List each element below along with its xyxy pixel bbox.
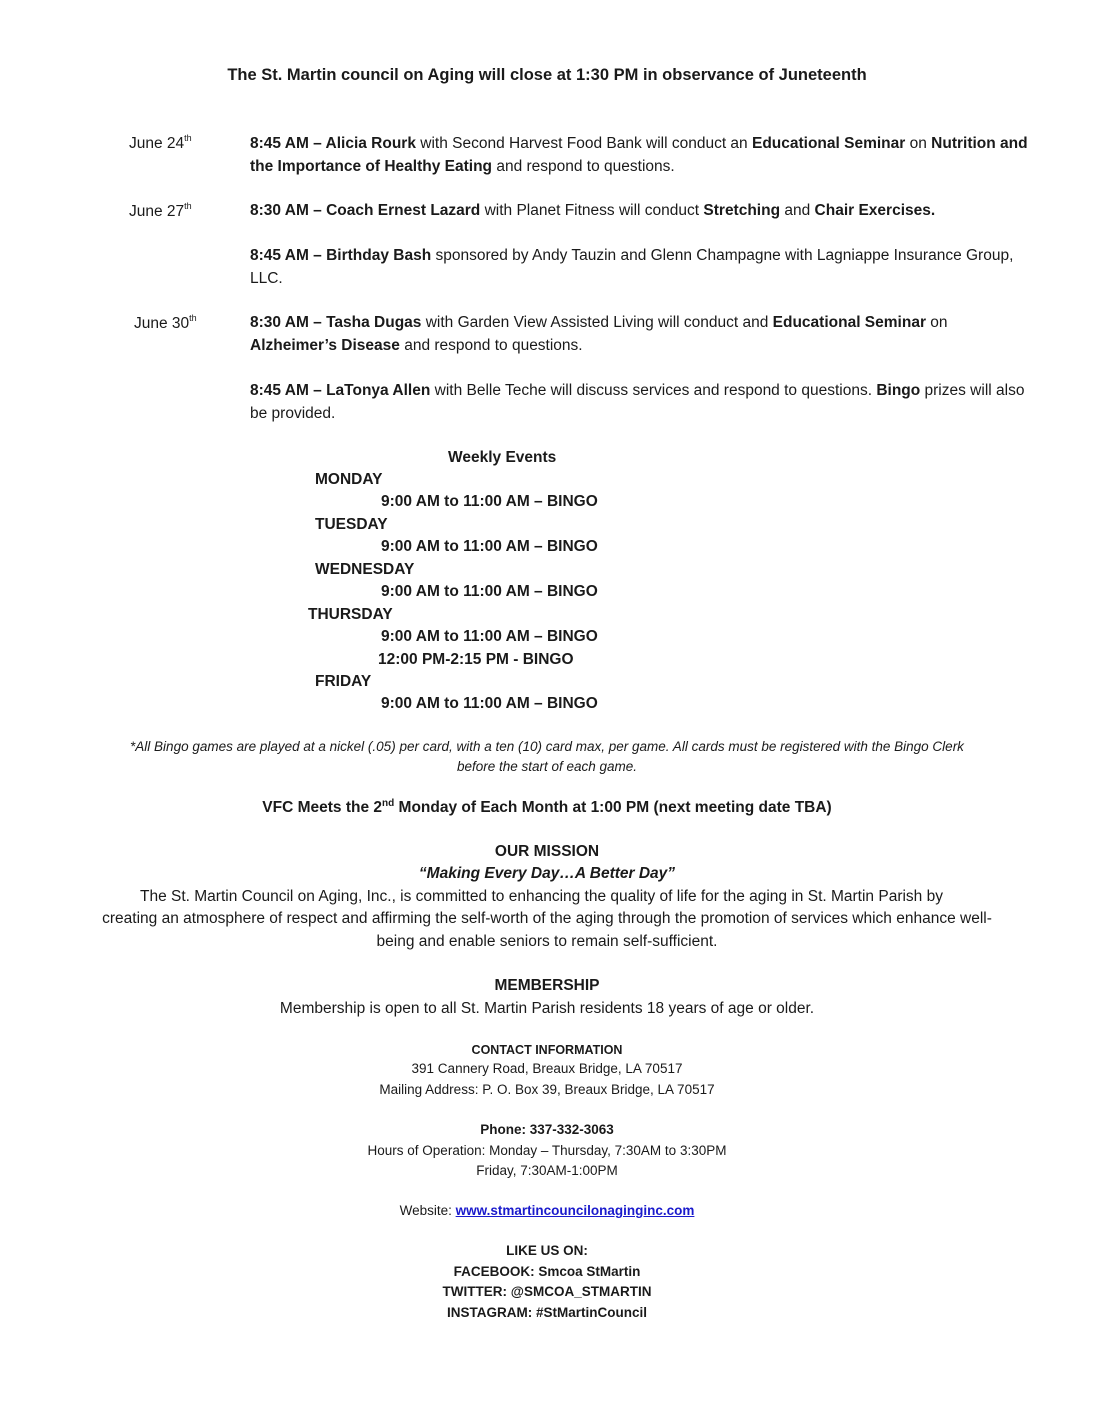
event-birthday-bash: 8:45 AM – Birthday Bash sponsored by Andy Tauzin and Glenn Champagne with Lagniappe Insurance Group, LLC. [250,247,1014,287]
bingo-note-line1: *All Bingo games are played at a nickel (.05) per card, with a ten (10) card max, per game. All cards must be registered with the Bingo Clerk [130,739,964,754]
date-june-27: June 27th [129,201,192,221]
social-title: LIKE US ON: [506,1243,588,1258]
website-line: Website: www.stmartincouncilonaginginc.com [399,1203,695,1218]
mission-text-line2: creating an atmosphere of respect and affirming the self-worth of the aging through the promotion of services which enhance well- [102,910,992,927]
event-latonya-allen: 8:45 AM – LaTonya Allen with Belle Teche will discuss services and respond to questions. Bingo prizes will also be provided. [250,382,1025,422]
hours-friday: Friday, 7:30AM-1:00PM [476,1163,618,1178]
weekday-monday: MONDAY [315,471,383,488]
weekday-wednesday: WEDNESDAY [315,561,415,578]
membership-title: MEMBERSHIP [494,977,600,994]
mission-text-line1: The St. Martin Council on Aging, Inc., is committed to enhancing the quality of life for the aging in St. Martin Parish by [140,888,943,905]
date-june-30: June 30th [134,313,197,333]
friday-bingo: 9:00 AM to 11:00 AM – BINGO [381,695,598,712]
thursday-bingo-morning: 9:00 AM to 11:00 AM – BINGO [381,628,598,645]
contact-address: 391 Cannery Road, Breaux Bridge, LA 70517 [411,1061,683,1076]
closure-notice: The St. Martin council on Aging will close at 1:30 PM in observance of Juneteenth [227,66,867,84]
event-alicia-rourk: 8:45 AM – Alicia Rourk with Second Harvest Food Bank will conduct an Educational Seminar on Nutrition and the Importance of Healthy Eating and respond to questions. [250,135,1028,175]
vfc-meeting: VFC Meets the 2nd Monday of Each Month at 1:00 PM (next meeting date TBA) [262,798,832,817]
weekday-friday: FRIDAY [315,673,372,690]
bingo-note-line2: before the start of each game. [456,759,638,774]
contact-phone: Phone: 337-332-3063 [480,1122,614,1137]
social-twitter: TWITTER: @SMCOA_STMARTIN [442,1284,652,1299]
wednesday-bingo: 9:00 AM to 11:00 AM – BINGO [381,583,598,600]
weekday-thursday: THURSDAY [308,606,393,623]
weekly-events-title: Weekly Events [448,449,557,466]
contact-mailing-address: Mailing Address: P. O. Box 39, Breaux Bridge, LA 70517 [379,1082,715,1097]
mission-slogan: “Making Every Day…A Better Day” [418,865,676,882]
website-link[interactable]: www.stmartincouncilonaginginc.com [455,1203,695,1218]
date-june-24: June 24th [129,133,192,153]
hours-weekday: Hours of Operation: Monday – Thursday, 7:30AM to 3:30PM [367,1143,727,1158]
weekday-tuesday: TUESDAY [315,516,388,533]
social-instagram: INSTAGRAM: #StMartinCouncil [447,1305,647,1320]
tuesday-bingo: 9:00 AM to 11:00 AM – BINGO [381,538,598,555]
event-coach-ernest-lazard: 8:30 AM – Coach Ernest Lazard with Planet Fitness will conduct Stretching and Chair Exercises. [250,202,936,219]
thursday-bingo-afternoon: 12:00 PM-2:15 PM - BINGO [378,651,574,668]
membership-text: Membership is open to all St. Martin Parish residents 18 years of age or older. [279,1000,815,1017]
event-tasha-dugas: 8:30 AM – Tasha Dugas with Garden View Assisted Living will conduct and Educational Seminar on Alzheimer’s Disease and respond to questions. [250,314,948,354]
mission-title: OUR MISSION [494,843,600,860]
mission-text-line3: being and enable seniors to remain self-sufficient. [376,933,718,950]
social-facebook: FACEBOOK: Smcoa StMartin [453,1264,641,1279]
monday-bingo: 9:00 AM to 11:00 AM – BINGO [381,493,598,510]
contact-title: CONTACT INFORMATION [471,1043,623,1057]
